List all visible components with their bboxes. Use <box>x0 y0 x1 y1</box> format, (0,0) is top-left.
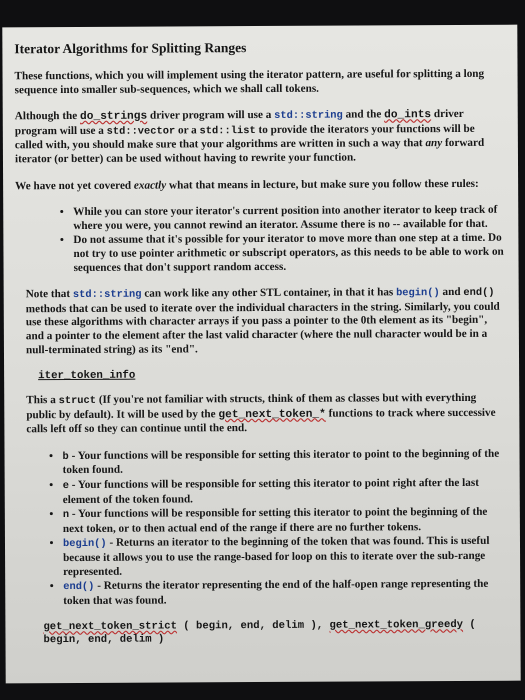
text: Although the <box>14 110 81 123</box>
member-desc: - Your functions will be responsible for setting this iterator to point to the beginning of the token found. <box>62 447 500 477</box>
member-desc: - Your functions will be responsible for setting this iterator to point the beginning of the next token, or to then actual end of the range if there are no further tokens. <box>62 506 488 535</box>
text: can work like any other STL container, in that it has <box>141 286 397 300</box>
member-desc: - Your functions will be responsible for setting this iterator to point right after the last element of the token found. <box>62 476 479 506</box>
text: or a <box>175 124 200 137</box>
text: and the <box>342 108 385 121</box>
function-signatures <box>43 619 506 647</box>
text: methods that can be used to iterate over the individual characters in the string. Similarly, you could use these algorithms with character arrays if you pass a pointer to the 0th element as its "begin", and a pointer to the element after the last valid character (where the null character would be in a null-terminated string) as its "end". <box>25 300 500 356</box>
page-title: Iterator Algorithms for Splitting Ranges <box>14 40 247 57</box>
text: This a <box>26 394 59 407</box>
text: We have not yet covered <box>15 179 134 192</box>
std-vector-code: std::vector <box>106 125 176 138</box>
text: functions to track where successive calls left off so they can continue until the end. <box>26 406 496 436</box>
member-name: end() <box>63 581 95 594</box>
list-item <box>63 578 506 609</box>
member-name: e <box>62 480 69 493</box>
text: and <box>439 286 464 299</box>
text: Note that <box>25 288 73 301</box>
list-item <box>63 477 506 508</box>
intro-paragraph: These functions, which you will implement using the iterator pattern, are useful for splitting a long sequence into smaller sub-sequences, which we shall call tokens. <box>14 67 485 96</box>
text: (If you're not familiar with structs, think of them as classes but with everything public by default). It will be used by the <box>26 391 477 421</box>
struct-paragraph <box>26 392 505 437</box>
std-string-code: std::string <box>274 109 343 123</box>
get-next-token-greedy-link[interactable]: get_next_token_greedy <box>329 619 464 633</box>
list-item <box>63 506 506 537</box>
driver-paragraph <box>15 108 504 167</box>
text: ( begin, end, delim ), <box>176 620 330 633</box>
list-item <box>62 448 505 479</box>
text: driver program will use a <box>147 109 275 122</box>
emphasis: any <box>425 137 443 150</box>
member-name: b <box>62 450 69 463</box>
end-code: end() <box>463 286 495 300</box>
text: ( begin, end, delim ) <box>43 619 476 647</box>
list-item: • Do not assume that it's possible for your iterator to move more than one step at a time. Do not try to use pointer arithmetic or subscript operators, as this needs to be able to work on sequences that don't support random access. <box>73 232 504 275</box>
list-item: • While you can store your iterator's current position into another iterator to keep track of where you were, you cannot rewind an iterator. Assume there is no -- available for that. <box>73 204 504 233</box>
member-desc: - Returns an iterator to the beginning of the token that was found. This is useful because it allows you to use the range-based for loop on this to iterate over the sub-range represented. <box>63 535 490 578</box>
get-next-token-strict-link[interactable]: get_next_token_strict <box>43 620 177 634</box>
begin-code: begin() <box>396 287 440 300</box>
text: to provide the iterators your functions will be called with, you should make sure that your algorithms are written in such a way that <box>14 122 475 152</box>
rules-intro-paragraph <box>15 177 504 193</box>
text: what that means in lecture, but make sure you follow these rules: <box>166 177 479 192</box>
section-heading: iter_token_info <box>38 369 136 383</box>
emphasis: exactly <box>133 179 167 192</box>
list-item <box>63 535 506 579</box>
member-desc: - Returns the iterator representing the end of the half-open range representing the token that was found. <box>63 578 489 607</box>
do-ints-link[interactable]: do_ints <box>384 109 432 122</box>
member-name: n <box>62 509 70 522</box>
std-string-code: std::string <box>72 288 142 302</box>
text: forward iterator (or better) can be used without having to rewrite your function. <box>14 137 485 166</box>
members-list <box>17 448 507 609</box>
struct-code: struct <box>58 394 97 408</box>
document-page <box>2 25 520 684</box>
text: driver program will use a <box>14 108 464 138</box>
rules-list <box>15 204 504 276</box>
member-name: begin() <box>62 538 107 551</box>
std-list-code: std::list <box>199 124 256 138</box>
get-next-token-link[interactable]: get_next_token_* <box>218 408 326 421</box>
do-strings-link[interactable]: do_strings <box>80 110 148 124</box>
string-note-paragraph <box>26 286 505 357</box>
